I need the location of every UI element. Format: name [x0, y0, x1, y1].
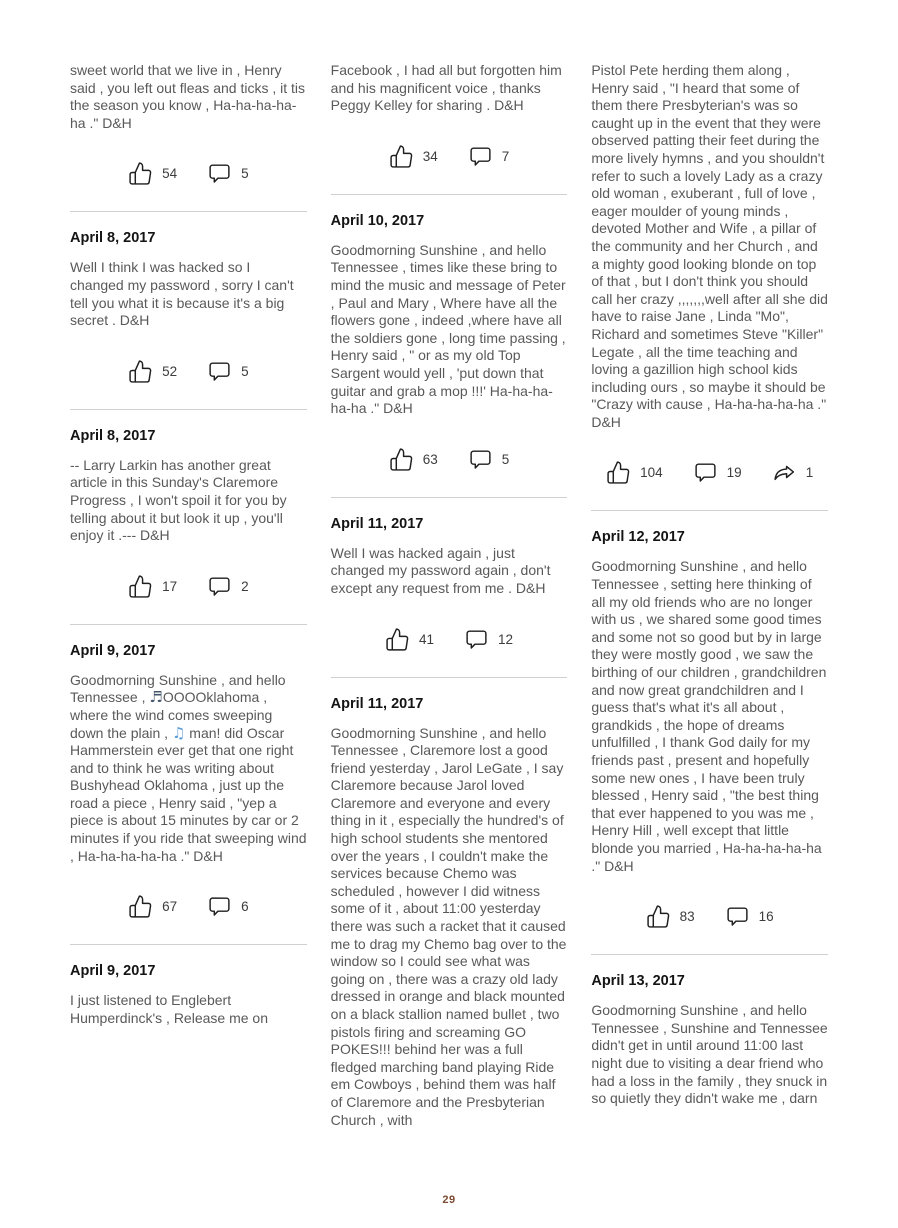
columns — [70, 62, 828, 1129]
post-text-segment: Goodmorning Sunshine , and hello Tennessee , — [70, 671, 286, 706]
comments-stat — [468, 447, 510, 472]
post-date: April 8, 2017 — [70, 230, 156, 247]
likes-stat — [606, 460, 663, 485]
post-text: Pistol Pete herding them along , Henry said , "I heard that some of them there Presbyterian's was so caught up in the event that they were observed patting their feet during the more lively hymns , and you shouldn't refer to such a lovely Lady as a crazy old woman , exuberant , full of love , eager moulder of young minds , devoted Mother and Wife , a pillar of the community and her Church , and a mighty good looking blonde on top of that , but I don't think you should call her crazy ,,,,,,,well after all she did have to raise Jane , Linda "Mo", Richard and sometimes Steve "Killer" Legate , all the time teaching and loving a gazillion high school kids including ours , so maybe it should be "Crazy with cause , Ha-ha-ha-ha-ha ." D&H — [591, 62, 828, 430]
comment-icon — [693, 460, 718, 485]
likes-stat — [389, 144, 438, 169]
column-3 — [591, 62, 828, 1129]
like-count: 17 — [162, 578, 178, 594]
post-date: April 13, 2017 — [591, 973, 685, 990]
thumbs-up-icon — [606, 460, 631, 485]
like-count: 67 — [162, 899, 178, 915]
comment-icon — [207, 161, 232, 186]
column-1 — [70, 62, 307, 1129]
post-stats — [591, 460, 828, 485]
post-text: Goodmorning Sunshine , and hello Tennessee , setting here thinking of all my old friends who are no longer with us , we shared some good times and some not so good but by in large they were mostly good , we saw the birthing of our children , grandchildren and now great grandchildren and I guess that's what it's all about , grandkids , the hope of dreams unfulfilled , I thank God daily for my friends past , present and hopefully some new ones , I have been truly blessed , Henry said , "the best thing that ever happened to you was me , Henry Hill , well except that little blonde you married , Ha-ha-ha-ha-ha ." D&H — [591, 558, 827, 874]
likes-stat — [128, 161, 177, 186]
thumbs-up-icon — [389, 447, 414, 472]
post-text-segment: man! did Oscar Hammerstein ever get that one right and to think he was writing about Bushyhead Oklahoma , just up the road a piece , Henry said , "yep a piece is about 15 minutes by car or 2 minutes if you ride that sweeping wind , Ha-ha-ha-ha-ha ." D&H — [70, 724, 307, 864]
thumbs-up-icon — [128, 161, 153, 186]
like-count: 83 — [679, 909, 695, 925]
comment-icon — [725, 904, 750, 929]
post-text: -- Larry Larkin has another great article in this Sunday's Claremore Progress , I won't spoil it for you by telling about it but look it up , you'll enjoy it .--- D&H — [70, 456, 287, 544]
likes-stat — [646, 904, 695, 929]
thumbs-up-icon — [128, 894, 153, 919]
post-date: April 9, 2017 — [70, 963, 156, 980]
post-text-segment: OOOOklahoma , where the wind comes sweeping down the plain , — [70, 689, 273, 741]
post-divider — [591, 954, 828, 955]
post-divider — [70, 211, 307, 212]
thumbs-up-icon — [128, 359, 153, 384]
post-text: Goodmorning Sunshine , and hello Tennessee , times like these bring to mind the music and message of Peter , Paul and Mary , Where have all the flowers gone , indeed ,where have all the soldiers gone , long time passing , Henry said , " or as my old Top Sargent would yell , 'put down that guitar and grab a mop !!!' Ha-ha-ha-ha-ha ." D&H — [330, 241, 566, 417]
post-stats — [591, 904, 828, 929]
post-stats — [331, 144, 568, 169]
post-stats — [70, 359, 307, 384]
comment-icon — [207, 359, 232, 384]
post-text: I just listened to Englebert Humperdinck's , Release me on — [70, 992, 268, 1026]
post-divider — [331, 497, 568, 498]
post-divider — [70, 409, 307, 410]
share-icon — [772, 460, 797, 485]
like-count: 63 — [422, 451, 438, 467]
post-divider — [331, 194, 568, 195]
post-stats — [70, 161, 307, 186]
musical-score-icon: ♬ — [149, 688, 163, 707]
post-text: Facebook , I had all but forgotten him and his magnificent voice , thanks Peggy Kelley for sharing . D&H — [330, 62, 562, 114]
like-count: 52 — [162, 363, 178, 379]
page-number: 29 — [442, 1194, 456, 1206]
post-text — [70, 672, 307, 866]
share-count: 1 — [805, 465, 814, 481]
comment-count: 19 — [726, 465, 742, 481]
comments-stat — [207, 894, 249, 919]
comment-icon — [207, 574, 232, 599]
likes-stat — [128, 359, 177, 384]
post-date: April 11, 2017 — [330, 695, 424, 712]
likes-stat — [385, 627, 434, 652]
likes-stat — [128, 894, 177, 919]
likes-stat — [389, 447, 438, 472]
post-date: April 11, 2017 — [330, 515, 424, 532]
comment-icon — [207, 894, 232, 919]
comments-stat — [207, 161, 249, 186]
comment-count: 12 — [498, 631, 514, 647]
comments-stat — [464, 627, 513, 652]
post-divider — [70, 944, 307, 945]
shares-stat — [772, 460, 814, 485]
comment-count: 5 — [241, 166, 249, 182]
comment-count: 5 — [241, 363, 249, 379]
post-stats — [70, 574, 307, 599]
like-count: 54 — [162, 166, 178, 182]
comments-stat — [693, 460, 742, 485]
post-stats — [331, 447, 568, 472]
comment-icon — [468, 144, 493, 169]
like-count: 104 — [640, 465, 663, 481]
comments-stat — [207, 359, 249, 384]
post-divider — [591, 510, 828, 511]
post-text: Goodmorning Sunshine , and hello Tennessee , Claremore lost a good friend yesterday , Jarol LeGate , I say Claremore because Jarol loved Claremore and everyone and every thing in it , especially the hundred's of high school students she mentored over the years , I couldn't make the services because Chemo was scheduled , however I did witness some of it , about 11:00 yesterday there was such a racket that it caused me to drag my Chemo bag over to the window so I could see what was going on , there was a crazy old lady dressed in orange and black mounted on a black stallion named bullet , two pistols firing and screaming GO POKES!!! behind her was a full fledged marching band playing Ride em Cowboys , behind them was half of Claremore and the Presbyterian Church , with — [330, 724, 567, 1128]
post-date: April 8, 2017 — [70, 427, 156, 444]
comment-count: 6 — [241, 899, 249, 915]
post-date: April 12, 2017 — [591, 529, 685, 546]
comments-stat — [468, 144, 510, 169]
post-divider — [70, 624, 307, 625]
thumbs-up-icon — [389, 144, 414, 169]
comments-stat — [725, 904, 774, 929]
post-text: sweet world that we live in , Henry said , you left out fleas and ticks , it tis the season you know , Ha-ha-ha-ha-ha ." D&H — [70, 62, 305, 131]
post-date: April 10, 2017 — [330, 212, 425, 229]
comment-count: 7 — [501, 148, 510, 164]
post-text: Well I was hacked again , just changed my password again , don't except any request from me . D&H — [330, 544, 551, 596]
likes-stat — [128, 574, 177, 599]
thumbs-up-icon — [128, 574, 153, 599]
like-count: 41 — [418, 631, 434, 647]
post-divider — [331, 677, 568, 678]
thumbs-up-icon — [646, 904, 671, 929]
post-stats — [70, 894, 307, 919]
comments-stat — [207, 574, 249, 599]
comment-icon — [468, 447, 493, 472]
comment-count: 5 — [501, 451, 510, 467]
comment-count: 16 — [758, 909, 774, 925]
comment-icon — [464, 627, 489, 652]
musical-notes-icon: ♫ — [171, 723, 186, 742]
post-text: Well I think I was hacked so I changed my password , sorry I can't tell you what it is because it's a big secret . D&H — [70, 259, 294, 329]
post-stats — [331, 627, 568, 652]
thumbs-up-icon — [385, 627, 410, 652]
comment-count: 2 — [241, 578, 249, 594]
post-date: April 9, 2017 — [70, 642, 156, 659]
column-2 — [331, 62, 568, 1129]
post-text: Goodmorning Sunshine , and hello Tennessee , Sunshine and Tennessee didn't get in until around 11:00 last night due to visiting a dear friend who had a loss in the family , they snuck in so quietly they didn't wake me , darn — [591, 1002, 828, 1107]
like-count: 34 — [422, 148, 438, 164]
